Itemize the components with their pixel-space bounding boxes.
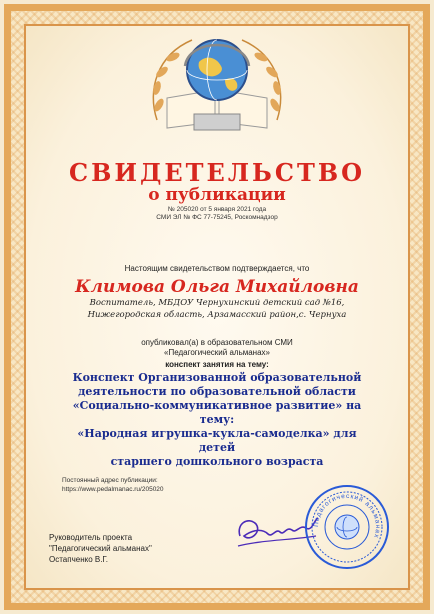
publication-address <box>62 476 164 494</box>
head-line: Остапченко В.Г. <box>49 555 109 564</box>
work-title-line: старшего дошкольного возраста <box>110 455 324 468</box>
work-title-line: «Социально-коммуникативное развитие» на тему: <box>72 399 362 426</box>
published-in <box>0 338 434 358</box>
work-title <box>62 371 372 469</box>
head-line: "Педагогический альманах" <box>49 544 152 553</box>
round-stamp-icon <box>304 484 390 570</box>
globe-book-emblem-icon <box>137 20 297 138</box>
work-title-line: деятельности по образовательной области <box>78 385 356 398</box>
position-line: Нижегородская область, Арзамасский район,с. Чернуха <box>87 310 347 320</box>
author-position <box>40 297 394 321</box>
address-label: Постоянный адрес публикации: <box>62 477 158 484</box>
work-title-line: Конспект Организованной образовательной <box>72 371 362 384</box>
confirm-text: Настоящим свидетельством подтверждается, что <box>124 264 310 273</box>
published-line: «Педагогический альманах» <box>164 348 270 357</box>
author-name: Климова Ольга Михайловна <box>75 277 359 297</box>
project-head <box>49 532 152 565</box>
registration-line: СМИ ЭЛ № ФС 77-75245, Роскомнадзор <box>156 214 278 221</box>
certificate-title: СВИДЕТЕЛЬСТВО <box>68 158 366 187</box>
address-url[interactable]: https://www.pedalmanac.ru/205020 <box>62 486 164 493</box>
work-title-line: «Народная игрушка-кукла-самоделка» для детей <box>77 427 357 454</box>
certificate-subtitle: о публикации <box>148 185 286 205</box>
topic-label: конспект занятия на тему: <box>165 360 269 369</box>
head-line: Руководитель проекта <box>49 533 133 542</box>
stamp-text: Педагогический альманах <box>312 492 382 540</box>
position-line: Воспитатель, МБДОУ Чернухинский детский сад №16, <box>89 298 345 308</box>
published-line: опубликовал(а) в образовательном СМИ <box>141 338 293 347</box>
certificate-number: № 205020 от 5 января 2021 года <box>167 206 267 213</box>
